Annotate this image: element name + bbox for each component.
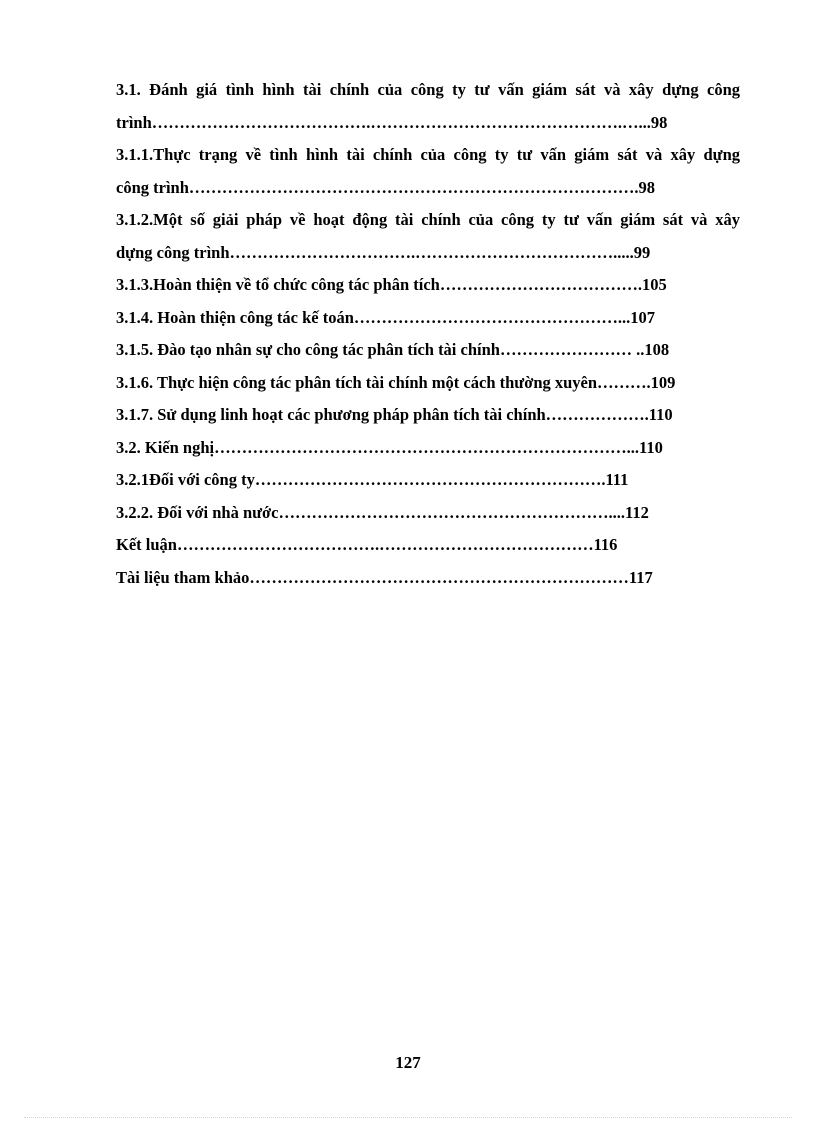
toc-line-3-1-3: 3.1.3.Hoàn thiện về tổ chức công tác phân tích……………………………….105 bbox=[116, 275, 667, 294]
toc-line-3-1-4: 3.1.4. Hoàn thiện công tác kế toán…………………………………………...107 bbox=[116, 307, 656, 327]
toc-line-3-2-1: 3.2.1Đối với công ty……………………………………………………….111 bbox=[116, 470, 629, 489]
toc-line-3-2: 3.2. Kiến nghị…………………………………………………………………...110 bbox=[116, 437, 663, 457]
toc-line-3-1-2-heading: 3.1.2.Một số giải pháp về hoạt động tài chính của công ty tư vấn giám sát và xây bbox=[116, 210, 740, 229]
toc-line-3-1-6: 3.1.6. Thực hiện công tác phân tích tài chính một cách thường xuyên……….109 bbox=[116, 372, 676, 392]
toc-line-3-1-page: trình………………………………….……………………………………….…...98 bbox=[116, 112, 668, 132]
toc-line-3-1-7: 3.1.7. Sử dụng linh hoạt các phương pháp phân tích tài chính……………….110 bbox=[116, 405, 673, 424]
toc-line-3-2-2: 3.2.2. Đối với nhà nước……………………………………………………....112 bbox=[116, 502, 649, 522]
toc-line-3-1-2-page: dựng công trình…………………………….……………………………….....99 bbox=[116, 242, 651, 262]
toc-line-3-1-1-page: công trình……………………………………………………………………….98 bbox=[116, 177, 656, 197]
toc-line-tai-lieu-tham-khao: Tài liệu tham khảo……………………………………………………………117 bbox=[116, 567, 653, 587]
toc-line-3-1-1-heading: 3.1.1.Thực trạng về tình hình tài chính của công ty tư vấn giám sát và xây dựng bbox=[116, 145, 740, 164]
table-of-contents bbox=[116, 74, 740, 594]
page-bottom-divider bbox=[24, 1117, 792, 1118]
page-number: 127 bbox=[395, 1053, 421, 1072]
toc-line-3-1-heading: 3.1. Đánh giá tình hình tài chính của công ty tư vấn giám sát và xây dựng công bbox=[116, 80, 740, 99]
toc-line-ket-luan: Kết luận……………………………….…………………………………116 bbox=[116, 535, 618, 554]
toc-line-3-1-5: 3.1.5. Đào tạo nhân sự cho công tác phân tích tài chính…………………… ..108 bbox=[116, 340, 670, 359]
